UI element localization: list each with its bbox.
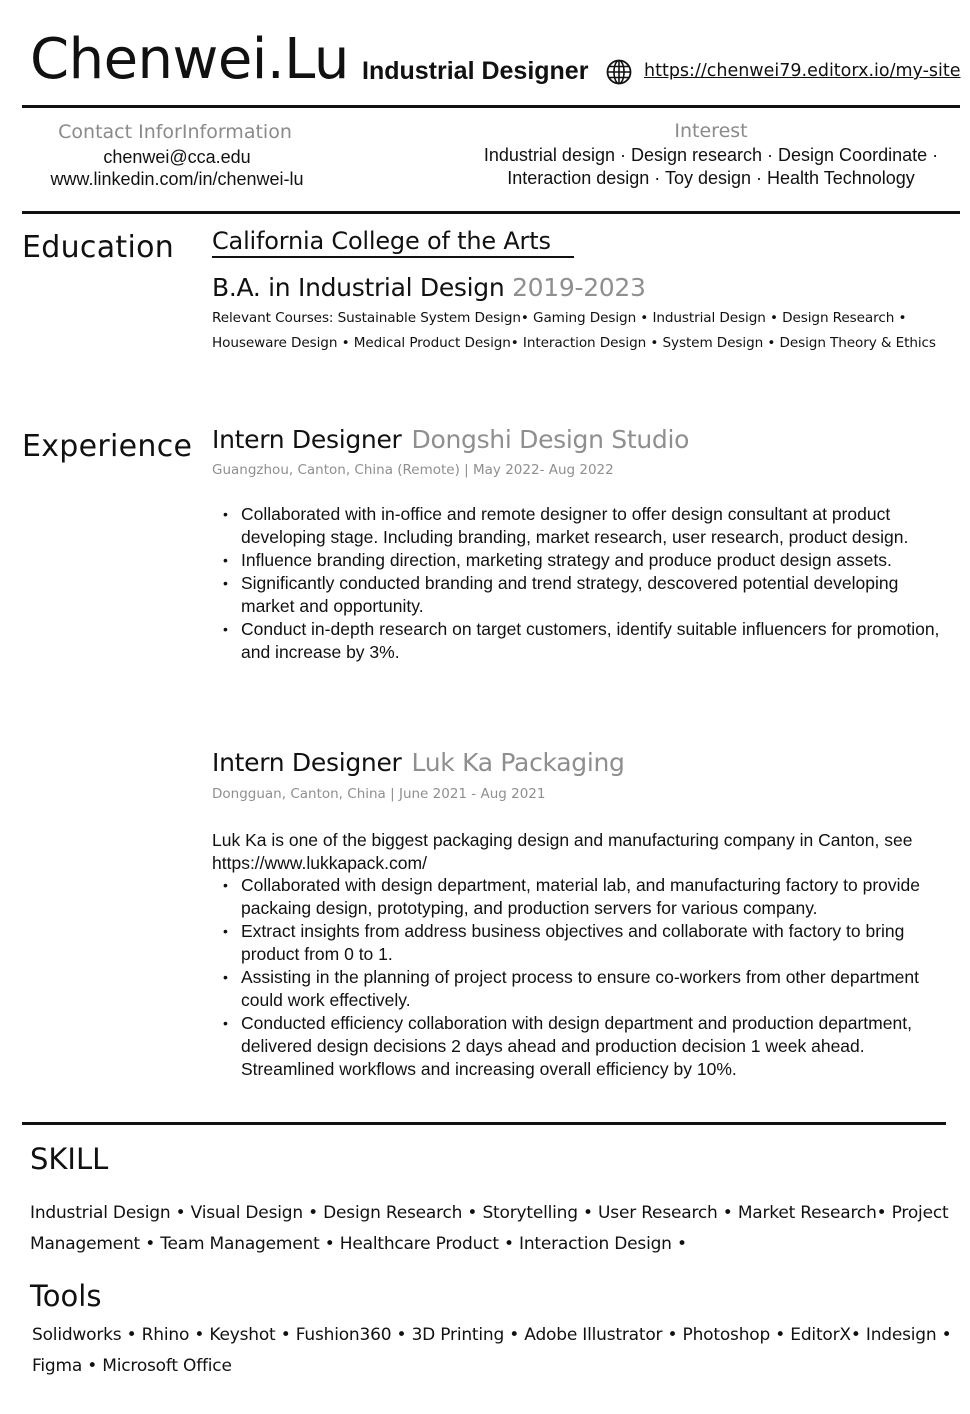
- website-link[interactable]: https://chenwei79.editorx.io/my-site: [644, 61, 961, 81]
- courses-line-2: Houseware Design • Medical Product Design• Interaction Design • System Design • Design Theory & Ethics: [212, 335, 936, 351]
- skill-line-2: Management • Team Management • Healthcare Product • Interaction Design •: [30, 1234, 687, 1254]
- skill-line-1: Industrial Design • Visual Design • Design Research • Storytelling • User Research • Market Research• Project: [30, 1203, 949, 1223]
- job-bullet-list: [212, 874, 957, 1081]
- courses-line-1: Relevant Courses: Sustainable System Design• Gaming Design • Industrial Design • Design Research •: [212, 310, 907, 326]
- interest-heading: Interest: [674, 120, 748, 142]
- job-title: Intern Designer: [212, 748, 402, 777]
- contact-linkedin[interactable]: www.linkedin.com/in/chenwei-lu: [50, 169, 304, 189]
- header-divider: [22, 105, 960, 108]
- degree: [212, 272, 646, 304]
- tools-line-2: Figma • Microsoft Office: [32, 1356, 232, 1376]
- contact-divider: [22, 211, 960, 214]
- globe-icon: [605, 58, 633, 86]
- job-bullet: • Extract insights from address business objectives and collaborate with factory to bring product from 0 to 1.: [212, 920, 957, 966]
- job-bullet-list: [212, 503, 947, 664]
- job-bullet: • Collaborated with in-office and remote designer to offer design consultant at product developing stage. Including branding, market research, user research, product design.: [212, 503, 947, 549]
- job-bullet: • Collaborated with design department, material lab, and manufacturing factory to provide packaing design, prototyping, and production servers for various company.: [212, 874, 957, 920]
- job-intro: Luk Ka is one of the biggest packaging design and manufacturing company in Canton, see https://www.lukkapack.com/: [212, 830, 913, 873]
- job-bullet: • Conduct in-depth research on target customers, identify suitable influencers for promotion, and increase by 3%.: [212, 618, 947, 664]
- school-name: California College of the Arts: [212, 227, 551, 255]
- degree-years: 2019-2023: [512, 273, 646, 302]
- job-title: Intern Designer: [212, 425, 402, 454]
- job-meta: Guangzhou, Canton, China (Remote) | May 2022- Aug 2022: [212, 462, 614, 478]
- job-bullet: • Significantly conducted branding and trend strategy, descovered potential developing market and opportunity.: [212, 572, 947, 618]
- contact-heading: Contact InforInformation: [58, 121, 292, 143]
- job-bullet: • Influence branding direction, marketing strategy and produce product design assets.: [212, 549, 947, 572]
- interest-line-1: Industrial design · Design research · Design Coordinate ·: [483, 145, 939, 165]
- contact-email[interactable]: chenwei@cca.edu: [103, 147, 251, 167]
- education-title: Education: [22, 230, 175, 265]
- school-underline: [212, 256, 574, 258]
- degree-name: B.A. in Industrial Design: [212, 273, 505, 302]
- job-meta: Dongguan, Canton, China | June 2021 - Aug 2021: [212, 786, 546, 802]
- job-bullet: • Assisting in the planning of project process to ensure co-workers from other department could work effectively.: [212, 966, 957, 1012]
- experience-title: Experience: [22, 429, 193, 464]
- tools-title: Tools: [30, 1279, 102, 1313]
- resume-name: Chenwei.Lu: [30, 27, 349, 92]
- job-heading: [212, 747, 625, 779]
- skills-divider: [22, 1122, 946, 1125]
- job-role: Industrial Designer: [362, 57, 589, 85]
- tools-line-1: Solidworks • Rhino • Keyshot • Fushion360 • 3D Printing • Adobe Illustrator • Photoshop • EditorX• Indesign •: [32, 1325, 952, 1345]
- interest-line-2: Interaction design · Toy design · Health Technology: [507, 168, 915, 188]
- skill-title: SKILL: [30, 1142, 109, 1176]
- job-company: Dongshi Design Studio: [411, 425, 690, 454]
- job-bullet: • Conducted efficiency collaboration with design department and production department, delivered design decisions 2 days ahead and production decision 1 week ahead. Streamlined workflows and increasing overall efficiency by 10%.: [212, 1012, 957, 1081]
- job-heading: [212, 424, 689, 456]
- job-company: Luk Ka Packaging: [411, 748, 625, 777]
